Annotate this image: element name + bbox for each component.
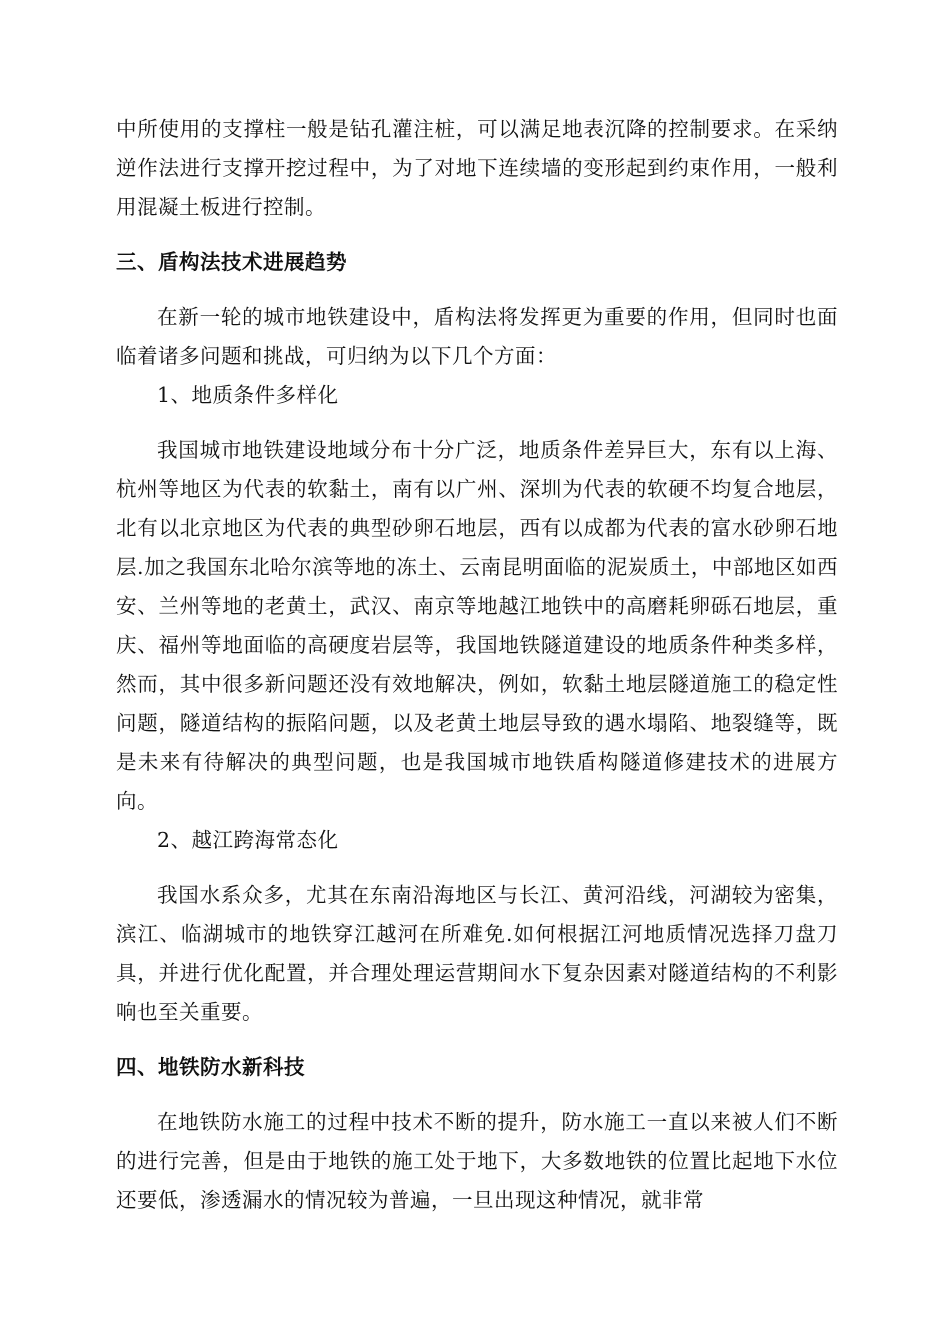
section-3-intro: 在新一轮的城市地铁建设中，盾构法将发挥更为重要的作用，但同时也面临着诸多问题和挑战，可归纳为以下几个方面： xyxy=(116,305,838,368)
section-4-body: 在地铁防水施工的过程中技术不断的提升，防水施工一直以来被人们不断的进行完善，但是由于地铁的施工处于地下，大多数地铁的位置比起地下水位还要低，渗透漏水的情况较为普遍，一旦出现这种情况，就非常 xyxy=(116,1110,838,1212)
subsection-1-body: 我国城市地铁建设地域分布十分广泛，地质条件差异巨大，东有以上海、杭州等地区为代表的软黏土，南有以广州、深圳为代表的软硬不均复合地层，北有以北京地区为代表的典型砂卵石地层，西有以成都为代表的富水砂卵石地层.加之我国东北哈尔滨等地的冻土、云南昆明面临的泥炭质土，中部地区如西安、兰州等地的老黄土，武汉、南京等地越江地铁中的高磨耗卵砾石地层，重庆、福州等地面临的高硬度岩层等，我国地铁隧道建设的地质条件种类多样，然而，其中很多新问题还没有效地解决，例如，软黏土地层隧道施工的稳定性问题，隧道结构的振陷问题，以及老黄土地层导致的遇水塌陷、地裂缝等，既是未来有待解决的典型问题，也是我国城市地铁盾构隧道修建技术的进展方向。 xyxy=(116,438,838,813)
section-heading-3: 三、盾构法技术进展趋势 xyxy=(116,250,347,274)
subsection-heading-2: 2、越江跨海常态化 xyxy=(157,828,339,852)
subsection-heading-1: 1、地质条件多样化 xyxy=(157,383,339,407)
section-heading-4: 四、地铁防水新科技 xyxy=(116,1055,305,1079)
subsection-2-body: 我国水系众多，尤其在东南沿海地区与长江、黄河沿线，河湖较为密集，滨江、临湖城市的地铁穿江越河在所难免.如何根据江河地质情况选择刀盘刀具，并进行优化配置，并合理处理运营期间水下复杂因素对隧道结构的不利影响也至关重要。 xyxy=(116,883,838,1024)
document-body xyxy=(116,110,838,1220)
paragraph-continuation: 中所使用的支撑柱一般是钻孔灌注桩，可以满足地表沉降的控制要求。在采纳逆作法进行支撑开挖过程中，为了对地下连续墙的变形起到约束作用，一般利用混凝土板进行控制。 xyxy=(116,117,838,219)
